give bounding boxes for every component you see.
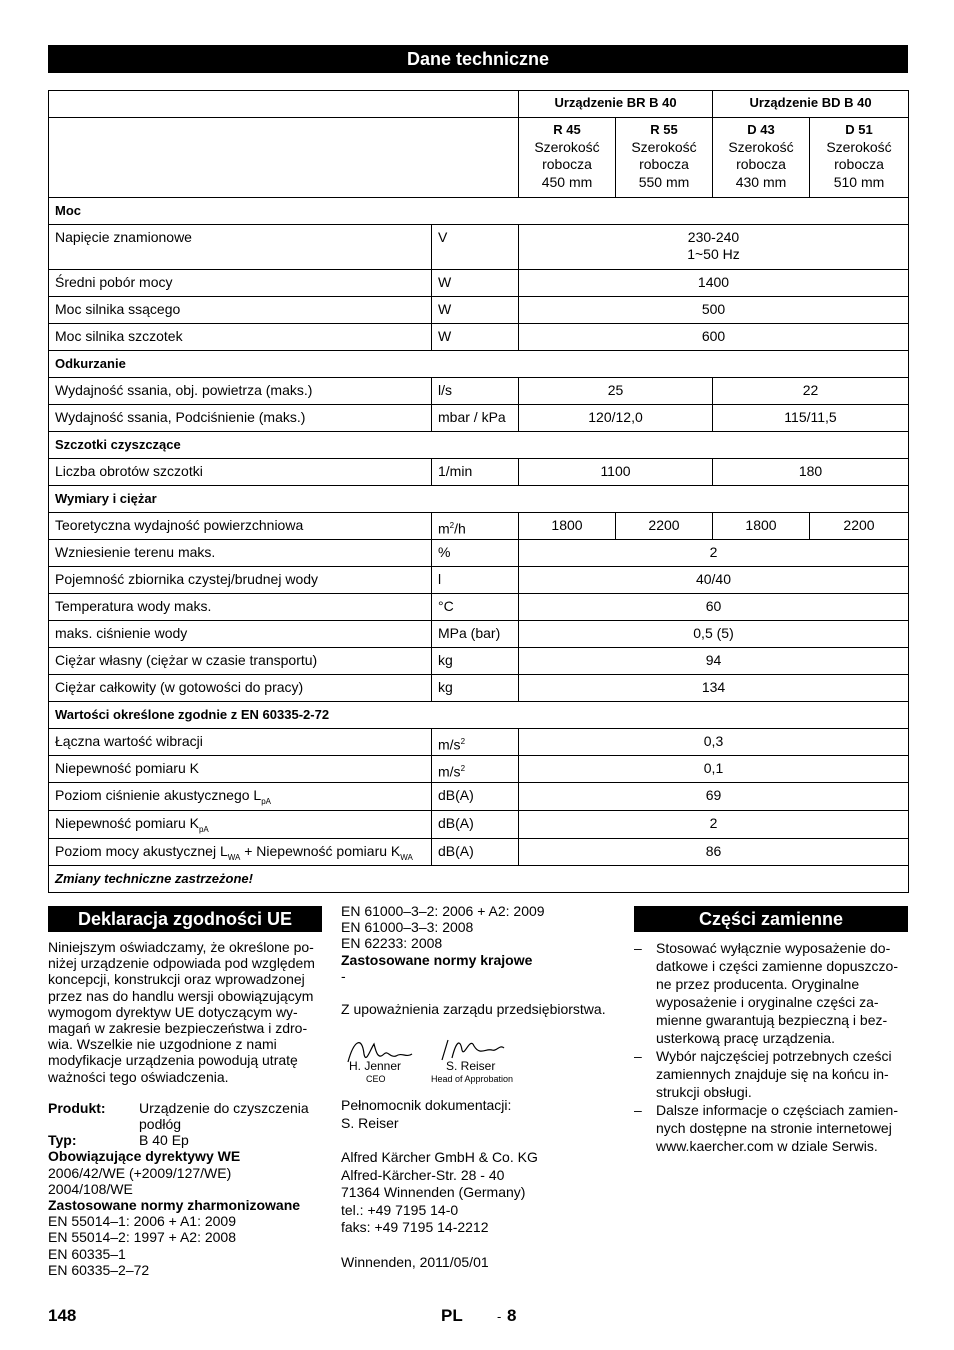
- national-norms-heading: Zastosowane normy krajowe: [341, 951, 533, 968]
- documentation-label: Pełnomocnik dokumentacji:: [341, 1097, 512, 1113]
- directive: 2004/108/WE: [48, 1180, 133, 1197]
- table-row: Temperatura wody maks. °C 60: [49, 594, 909, 621]
- page-title: Dane techniczne: [48, 45, 908, 73]
- parts-list: [634, 939, 909, 1155]
- table-row: maks. ciśnienie wody MPa (bar) 0,5 (5): [49, 621, 909, 648]
- table-row: Wydajność ssania, obj. powietrza (maks.) l/s 25 22: [49, 378, 909, 405]
- group-header: Urządzenie BD B 40: [713, 91, 909, 118]
- table-row: Moc silnika ssącego W 500: [49, 297, 909, 324]
- technical-data-table: [48, 90, 909, 893]
- table-row: Napięcie znamionowe V 230-240 1~50 Hz: [49, 225, 909, 270]
- section-row: Odkurzanie: [49, 351, 909, 378]
- section-row: Szczotki czyszczące: [49, 432, 909, 459]
- table-row: Ciężar własny (ciężar w czasie transportu) kg 94: [49, 648, 909, 675]
- section-page-number: 8: [507, 1306, 517, 1325]
- list-item: – Wybór najczęściej potrzebnych cześci zamiennych znajduje się na końcu in-strukcji obsługi.: [634, 1047, 909, 1101]
- table-row: Poziom mocy akustycznej $L_{WA}$ + Niepewność pomiaru $K_{WA}$ dB(A) 86: [49, 838, 909, 866]
- signature-reiser: [442, 1040, 504, 1060]
- table-row: Wzniesienie terenu maks. % 2: [49, 540, 909, 567]
- table-row: Moc silnika szczotek W 600: [49, 324, 909, 351]
- list-item: – Dalsze informacje o częściach zamien-nych dostępne na stronie internetowej www.kaercher.com w dziale Serwis.: [634, 1101, 909, 1155]
- variant-cell: R 55 Szerokość robocza 550 mm: [616, 118, 713, 198]
- table-row: Niepewność pomiaru K $m/s^2$ 0,1: [49, 756, 909, 783]
- table-row: Poziom ciśnienie akustycznego $L_{pA}$ dB(A) 69: [49, 783, 909, 811]
- table-header-row: [49, 91, 909, 118]
- table-row: Liczba obrotów szczotki 1/min 1100 180: [49, 459, 909, 486]
- company-line: 71364 Winnenden (Germany): [341, 1184, 526, 1200]
- sig1-name: H. Jenner: [349, 1059, 402, 1073]
- norm: EN 61000–3–3: 2008: [341, 919, 474, 936]
- norms-heading: Zastosowane normy zharmonizowane: [48, 1197, 301, 1214]
- parts-title: Części zamienne: [634, 906, 908, 932]
- company-line: tel.: +49 7195 14-0: [341, 1201, 459, 1218]
- sig2-name: S. Reiser: [446, 1059, 496, 1073]
- company-line: Alfred-Kärcher-Str. 28 - 40: [341, 1166, 505, 1183]
- type-line: Typ: B 40 Ep: [48, 1132, 189, 1149]
- middle-column: [341, 903, 619, 1017]
- section-row: Moc: [49, 198, 909, 225]
- variant-cell: D 43 Szerokość robocza 430 mm: [713, 118, 810, 198]
- footer-separator: -: [497, 1309, 502, 1324]
- list-item: – Stosować wyłącznie wyposażenie do-datkowe i części zamienne dopuszczo-ne przez producenta. Oryginalne wyposażenie i oryginalne części za-mienne gwarantują bezpieczną i bez-usterkową pracę urządzenia.: [634, 939, 909, 1047]
- language-code: PL: [441, 1306, 463, 1325]
- table-row: Niepewność pomiaru $K_{pA}$ dB(A) 2: [49, 810, 909, 838]
- group-header: Urządzenie BR B 40: [519, 91, 713, 118]
- declaration-intro: Niniejszym oświadczamy, że określone po-niżej urządzenie odpowiada pod względem koncepcji, konstrukcji oraz wprowadzonej przez nas do handlu wersji obowiązującym wymogom dyrektyw UE dotyczącym wy-magań w zakresie bezpieczeństwa i zdro-wia. Wszelkie nie uzgodnione z nami modyfikacje urządzenia powodują utratę ważności tego oświadczenia.: [48, 939, 315, 1085]
- declaration-column: [48, 939, 324, 1278]
- authorization-text: Z upoważnienia zarządu przedsiębiorstwa.: [341, 1001, 606, 1018]
- documentation-name: S. Reiser: [341, 1114, 399, 1131]
- table-row: Teoretyczna wydajność powierzchniowa $m^2/h$ 1800 2200 1800 2200: [49, 513, 909, 540]
- norm: EN 62233: 2008: [341, 935, 443, 952]
- directive: 2006/42/WE (+2009/127/WE): [48, 1164, 232, 1181]
- section-row: Wymiary i ciężar: [49, 486, 909, 513]
- norm: EN 55014–2: 1997 + A2: 2008: [48, 1229, 236, 1246]
- sig1-role: CEO: [366, 1074, 386, 1084]
- variant-row: [49, 118, 909, 198]
- norm: EN 55014–1: 2006 + A1: 2009: [48, 1213, 236, 1230]
- sig2-role: Head of Approbation: [431, 1074, 514, 1084]
- page-number: 148: [48, 1306, 77, 1325]
- table-row: Średni pobór mocy W 1400: [49, 270, 909, 297]
- parts-column: [634, 939, 909, 1155]
- company-line: Alfred Kärcher GmbH & Co. KG: [341, 1149, 538, 1165]
- note-row: Zmiany techniczne zastrzeżone!: [49, 866, 909, 893]
- place-date: Winnenden, 2011/05/01: [341, 1253, 489, 1270]
- company-line: faks: +49 7195 14-2212: [341, 1219, 489, 1235]
- variant-cell: D 51 Szerokość robocza 510 mm: [810, 118, 909, 198]
- variant-cell: R 45 Szerokość robocza 450 mm: [519, 118, 616, 198]
- norm: EN 60335–2–72: [48, 1261, 150, 1278]
- directives-heading: Obowiązujące dyrektywy WE: [48, 1148, 241, 1165]
- product-line: Produkt: Urządzenie do czyszczenia podłóg: [48, 1099, 309, 1133]
- table-row: Łączna wartość wibracji $m/s^2$ 0,3: [49, 729, 909, 756]
- table-row: Ciężar całkowity (w gotowości do pracy) kg 134: [49, 675, 909, 702]
- national-norms-value: -: [341, 967, 346, 984]
- norm: EN 60335–1: [48, 1245, 126, 1262]
- section-row: Wartości określone zgodnie z EN 60335-2-72: [49, 702, 909, 729]
- declaration-title: Deklaracja zgodności UE: [48, 906, 322, 932]
- norm: EN 61000–3–2: 2006 + A2: 2009: [341, 903, 545, 919]
- table-row: Pojemność zbiornika czystej/brudnej wody l 40/40: [49, 567, 909, 594]
- table-row: Wydajność ssania, Podciśnienie (maks.) mbar / kPa 120/12,0 115/11,5: [49, 405, 909, 432]
- middle-column-bottom: [341, 1097, 619, 1271]
